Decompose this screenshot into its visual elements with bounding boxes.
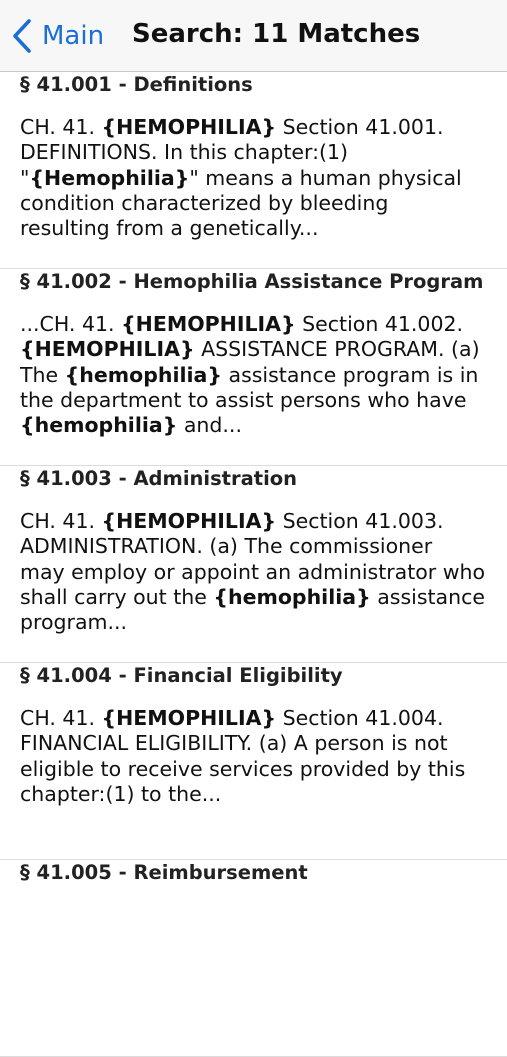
result-snippet xyxy=(20,706,490,807)
match-highlight: {HEMOPHILIA} xyxy=(121,312,296,336)
snippet-text: ASSISTANCE PROGRAM. (a) The xyxy=(20,337,480,387)
match-highlight: {HEMOPHILIA} xyxy=(101,509,277,533)
snippet-text: assistance program... xyxy=(20,584,485,635)
match-highlight: {hemophilia} xyxy=(64,362,222,387)
snippet-text: and... xyxy=(177,413,242,438)
match-highlight: {Hemophilia} xyxy=(29,165,190,190)
snippet-text: Section 41.002. xyxy=(302,312,464,336)
back-button-label: Main xyxy=(42,21,105,51)
match-highlight: {HEMOPHILIA} xyxy=(101,706,277,730)
snippet-text: Section 41.001. DEFINITIONS. In this chapter:(1) " xyxy=(20,115,444,190)
result-title: § 41.002 - Hemophilia Assistance Program xyxy=(20,270,484,293)
snippet-text: " means a human physical condition characterized by bleeding resulting from a genetically... xyxy=(20,165,462,241)
match-highlight: {hemophilia} xyxy=(213,584,371,609)
chevron-left-icon xyxy=(12,19,32,53)
snippet-text: ...CH. 41. xyxy=(20,312,122,336)
result-snippet xyxy=(20,312,490,438)
search-results-list xyxy=(0,72,507,1057)
result-title: § 41.003 - Administration xyxy=(20,467,298,490)
page-title: Search: 11 Matches xyxy=(132,19,421,49)
match-highlight: {hemophilia} xyxy=(20,413,178,438)
search-result-item[interactable] xyxy=(0,860,507,1057)
result-title: § 41.005 - Reimbursement xyxy=(20,861,308,884)
result-snippet xyxy=(20,509,490,635)
search-result-item[interactable] xyxy=(0,72,507,269)
snippet-text: Section 41.004. FINANCIAL ELIGIBILITY. (a) A person is not eligible to receive services provided by this chapter:(1) to the... xyxy=(20,706,466,806)
navigation-bar xyxy=(0,0,507,72)
result-snippet xyxy=(20,115,490,241)
result-title: § 41.004 - Financial Eligibility xyxy=(20,664,343,687)
snippet-text: CH. 41. xyxy=(20,115,102,139)
match-highlight: {HEMOPHILIA} xyxy=(101,115,277,139)
result-title: § 41.001 - Definitions xyxy=(20,73,253,96)
snippet-text: CH. 41. xyxy=(20,706,102,730)
snippet-text: Section 41.003. ADMINISTRATION. (a) The commissioner may employ or appoint an administrator who shall carry out the xyxy=(20,509,486,609)
snippet-text: assistance program is in the department to assist persons who have xyxy=(20,362,479,412)
search-result-item[interactable] xyxy=(0,269,507,466)
search-result-item[interactable] xyxy=(0,466,507,663)
snippet-text: CH. 41. xyxy=(20,509,102,533)
back-button[interactable] xyxy=(12,16,104,56)
search-result-item[interactable] xyxy=(0,663,507,860)
match-highlight: {HEMOPHILIA} xyxy=(20,337,195,362)
